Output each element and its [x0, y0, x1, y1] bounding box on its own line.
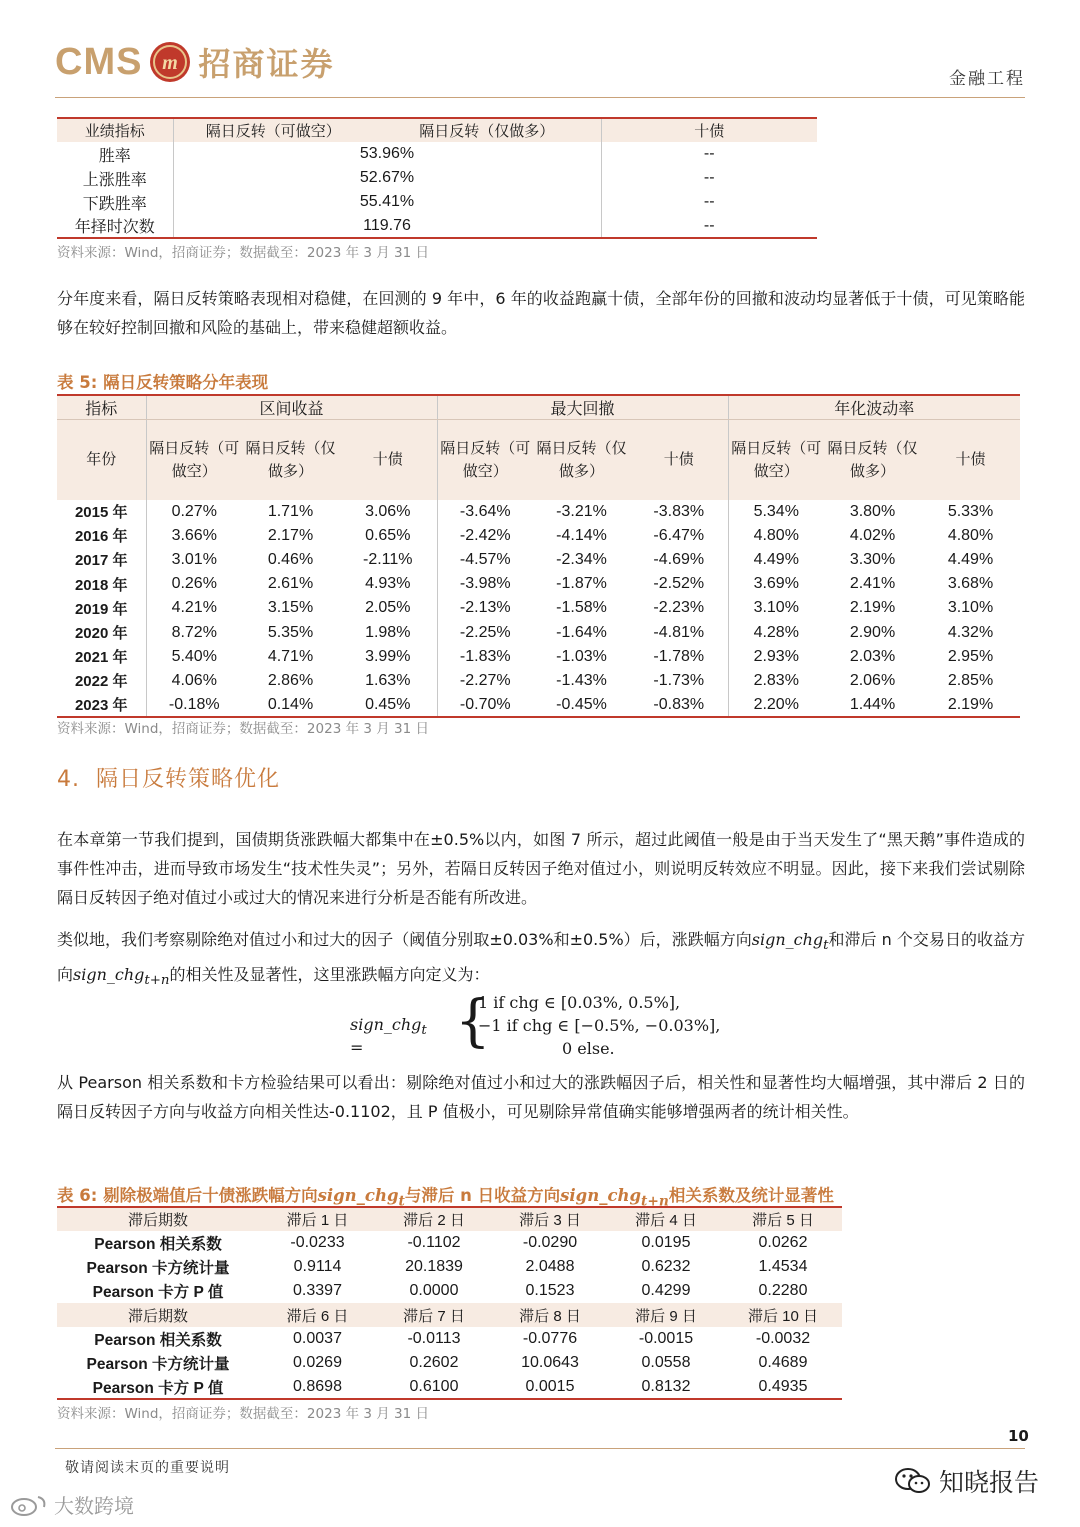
- formula-lhs: sign_chg$_t$ =: [350, 1015, 427, 1058]
- table-cell: 0.26%: [146, 572, 242, 596]
- watermark-right-text: 知晓报告: [939, 1468, 1040, 1497]
- table-cell: 1.63%: [365, 671, 411, 689]
- table-cell: -1.78%: [653, 647, 705, 665]
- table-header-cell: 十债: [955, 451, 986, 469]
- table-cell: 2.83%: [728, 669, 824, 693]
- table-cell: 2.19%: [921, 693, 1020, 717]
- table-header-row: [57, 1207, 842, 1231]
- table-cell: 0.0262: [758, 1234, 808, 1251]
- table-cell: -0.0233: [290, 1234, 345, 1251]
- table-row: [57, 214, 817, 238]
- table-cell: 0.65%: [365, 526, 411, 544]
- table-row: [57, 500, 1020, 524]
- table-cell: 55.41%: [173, 190, 601, 214]
- table-cell: 2.86%: [267, 671, 314, 689]
- table-cell: 5.40%: [146, 645, 242, 669]
- row-label: 胜率: [98, 147, 131, 165]
- cms-logo: [55, 38, 334, 86]
- table-cell: -2.52%: [653, 575, 705, 593]
- table-cell: 3.10%: [947, 599, 994, 617]
- table-cell: 4.06%: [146, 669, 242, 693]
- table-cell: -0.70%: [437, 693, 533, 717]
- section-heading: 隔日反转策略优化: [96, 767, 281, 792]
- logo-chinese: 招商证券: [198, 45, 335, 83]
- weibo-icon: [10, 1493, 50, 1517]
- table-cell: 4.80%: [947, 526, 994, 544]
- table-cell: 0.14%: [242, 693, 339, 717]
- page-number: 10: [1008, 1427, 1029, 1445]
- annual-performance-table: [57, 394, 1020, 718]
- table-header-row: [57, 118, 817, 142]
- table-cell: -0.0776: [522, 1330, 578, 1347]
- section-title: [57, 762, 280, 793]
- footer-divider: [55, 1448, 1025, 1449]
- table-cell: -3.21%: [556, 502, 607, 520]
- table-cell: -1.03%: [556, 647, 607, 665]
- row-label: 上涨胜率: [82, 171, 147, 189]
- table-cell: 0.0195: [641, 1234, 691, 1251]
- table-cell: 5.33%: [947, 502, 994, 520]
- table-cell: 0.3397: [293, 1282, 342, 1299]
- table-subheader-row: [57, 420, 1020, 500]
- table-header-cell: 滞后 8 日: [519, 1307, 581, 1325]
- svg-text:m: m: [162, 52, 179, 74]
- table-row: [57, 669, 1020, 693]
- table-cell: --: [601, 166, 817, 190]
- year-cell: 2020 年: [74, 625, 128, 643]
- correlation-table: [57, 1206, 842, 1400]
- paragraph-text: 和滞后 n 个交易日的收益方向: [57, 930, 1025, 985]
- table-cell: -2.13%: [437, 596, 533, 620]
- table-header-cell: 滞后 2 日: [376, 1207, 492, 1231]
- year-cell: 2023 年: [57, 693, 146, 717]
- table-header-cell: 滞后 3 日: [492, 1207, 608, 1231]
- table-cell: 0.6232: [641, 1258, 691, 1275]
- table-header-row: [57, 1303, 842, 1327]
- year-cell: 2015 年: [74, 504, 128, 522]
- table-header-cell: 隔日反转（仅做多）: [827, 439, 918, 480]
- formula-case-3: 0 else.: [562, 1039, 615, 1058]
- table-cell: 2.0488: [525, 1258, 575, 1275]
- table-cell: -3.83%: [653, 502, 705, 520]
- table-cell: 0.8698: [259, 1375, 376, 1399]
- table-row: [57, 548, 1020, 572]
- table-cell: 3.69%: [728, 572, 824, 596]
- table-cell: 0.4299: [641, 1282, 691, 1299]
- paragraph-threshold: 在本章第一节我们提到，国债期货涨跌幅大都集中在±0.5%以内，如图 7 所示，超过此阈值一般是由于当天发生了“黑天鹅”事件造成的事件性冲击，进而导致市场发生“技术性失灵”；另外，若隔日反转因子绝对值过小，则说明反转效应不明显。因此，接下来我们尝试剔除隔日反转因子绝对值过小或过大的情况来进行分析是否能有所改进。: [57, 830, 1025, 907]
- table-cell: -4.81%: [653, 623, 705, 641]
- table-cell: 2.06%: [849, 671, 896, 689]
- table-header-cell: 隔日反转（可做空）: [437, 420, 533, 500]
- row-label: 下跌胜率: [82, 195, 147, 213]
- table-cell: 0.45%: [339, 693, 437, 717]
- table-row: [57, 596, 1020, 620]
- paragraph-definition: [57, 925, 1025, 995]
- table-cell: 53.96%: [173, 142, 601, 166]
- table-header-cell: 滞后 9 日: [635, 1307, 697, 1325]
- table-header-cell: 滞后期数: [57, 1207, 259, 1231]
- table-cell: 4.28%: [728, 620, 824, 644]
- wechat-icon: [893, 1466, 933, 1496]
- table-cell: 0.8132: [608, 1375, 724, 1399]
- table-cell: 0.4935: [724, 1375, 842, 1399]
- table-row: [57, 142, 817, 166]
- table-row: [57, 1375, 842, 1399]
- table-cell: 3.66%: [146, 524, 242, 548]
- table-header-cell: 区间收益: [146, 395, 437, 420]
- table-header-cell: 指标: [57, 395, 146, 420]
- table-cell: 4.71%: [267, 647, 314, 665]
- table6-source: 资料来源：Wind，招商证券；数据截至：2023 年 3 月 31 日: [57, 1406, 430, 1422]
- table-cell: 0.4689: [758, 1354, 808, 1371]
- table-cell: 4.49%: [947, 550, 994, 568]
- table-header-cell: 年化波动率: [728, 395, 1020, 420]
- table-cell: 2.41%: [849, 575, 896, 593]
- performance-table: [57, 117, 817, 239]
- year-cell: 2016 年: [74, 528, 128, 546]
- table-row: [57, 190, 817, 214]
- row-label: Pearson 相关系数: [94, 1332, 222, 1349]
- formula-case-1: 1 if chg ∈ [0.03%, 0.5%],: [478, 993, 681, 1012]
- table-header-cell: 滞后 5 日: [724, 1207, 842, 1231]
- table-header-cell: 滞后 10 日: [747, 1307, 819, 1325]
- table-row: [57, 1279, 842, 1303]
- watermark-left-text: 大数跨境: [54, 1494, 134, 1518]
- table-cell: 2.95%: [947, 647, 994, 665]
- table-header-cell: 隔日反转（仅做多）: [245, 439, 336, 480]
- row-label: Pearson 卡方 P 值: [92, 1284, 224, 1301]
- table-cell: 3.68%: [947, 575, 994, 593]
- table-cell: -1.87%: [556, 575, 607, 593]
- section-label: 金融工程: [949, 69, 1025, 89]
- table-cell: 4.32%: [947, 623, 994, 641]
- table-cell: 1.4534: [758, 1258, 808, 1275]
- row-label: 年择时次数: [57, 214, 173, 238]
- table-cell: 2.90%: [849, 623, 896, 641]
- table-cell: 2.20%: [728, 693, 824, 717]
- table-cell: 3.80%: [849, 502, 896, 520]
- table-cell: 1.44%: [824, 693, 921, 717]
- table-header-cell: 隔日反转（仅做多）: [373, 118, 601, 142]
- table-cell: 2.19%: [849, 599, 896, 617]
- table-header-row: [57, 395, 1020, 420]
- table-cell: -1.83%: [437, 645, 533, 669]
- table-cell: 0.0000: [409, 1282, 459, 1299]
- paragraph-annual: 分年度来看，隔日反转策略表现相对稳健，在回测的 9 年中，6 年的收益跑赢十债，全部年份的回撤和波动均显著低于十债，可见策略能够在较好控制回撤和风险的基础上，带来稳健超额收益。: [57, 289, 1025, 337]
- table-cell: 4.02%: [849, 526, 896, 544]
- table-header-cell: 十债: [601, 118, 817, 142]
- table-cell: -2.42%: [437, 524, 533, 548]
- math-sign-chg-tn: sign_chg$_{t+n}$: [73, 965, 170, 989]
- table-header-cell: 滞后 4 日: [608, 1207, 724, 1231]
- year-cell: 2017 年: [74, 552, 128, 570]
- table-cell: 5.34%: [728, 500, 824, 524]
- year-cell: 2022 年: [74, 673, 128, 691]
- table-cell: 0.46%: [267, 550, 314, 568]
- table-cell: 0.9114: [293, 1258, 342, 1275]
- table-row: [57, 166, 817, 190]
- table6-caption: 表 6: 剔除极端值后十债涨跌幅方向sign_chg$_t$与滞后 n 日收益方向sign_chg$_{t+n}$相关系数及统计显著性: [57, 1186, 834, 1210]
- table-cell: 3.15%: [267, 599, 314, 617]
- table-row: [57, 620, 1020, 644]
- math-sign-chg-t: sign_chg$_t$: [751, 930, 829, 954]
- table-cell: -2.23%: [653, 599, 705, 617]
- table-header-cell: 滞后期数: [127, 1307, 188, 1325]
- table-cell: -0.18%: [146, 693, 242, 717]
- table-cell: 3.99%: [365, 647, 411, 665]
- table-cell: -4.57%: [437, 548, 533, 572]
- table-cell: -1.43%: [556, 671, 607, 689]
- table-header-cell: 最大回撤: [437, 395, 728, 420]
- watermark-left: [10, 1490, 134, 1519]
- table-cell: -4.14%: [556, 526, 607, 544]
- formula-case-2: −1 if chg ∈ [−0.5%, −0.03%],: [478, 1016, 721, 1035]
- table-cell: -2.34%: [556, 550, 607, 568]
- table4-source: 资料来源：Wind，招商证券；数据截至：2023 年 3 月 31 日: [57, 245, 430, 261]
- table-header-cell: 滞后 6 日: [286, 1307, 349, 1325]
- table-header-cell: 隔日反转（可做空）: [173, 118, 373, 142]
- row-label: Pearson 卡方统计量: [86, 1260, 230, 1277]
- table-cell: --: [601, 190, 817, 214]
- table-cell: 8.72%: [146, 620, 242, 644]
- table-cell: 10.0643: [521, 1354, 579, 1371]
- year-cell: 2018 年: [74, 576, 128, 594]
- table-cell: 0.0269: [293, 1354, 342, 1371]
- table-cell: -0.0290: [522, 1234, 578, 1251]
- table-row: [57, 693, 1020, 717]
- table-cell: -0.83%: [630, 693, 728, 717]
- table-cell: -2.25%: [437, 620, 533, 644]
- paragraph-text: 类似地，我们考察剔除绝对值过小和过大的因子（阈值分别取±0.03%和±0.5%）后，涨跌幅方向: [57, 930, 752, 949]
- section-number: 4.: [57, 767, 80, 792]
- table-cell: -0.0015: [638, 1330, 694, 1347]
- footer-notice: 敬请阅读末页的重要说明: [65, 1460, 230, 1476]
- table-cell: -2.11%: [362, 550, 413, 568]
- table-cell: 0.0037: [293, 1330, 342, 1347]
- row-label: Pearson 卡方 P 值: [57, 1375, 259, 1399]
- table-cell: 20.1839: [405, 1258, 463, 1275]
- table-cell: 3.01%: [146, 548, 242, 572]
- table-cell: 5.35%: [267, 623, 314, 641]
- table-cell: 2.61%: [267, 575, 314, 593]
- paragraph-pearson: 从 Pearson 相关系数和卡方检验结果可以看出：剔除绝对值过小和过大的涨跌幅因子后，相关性和显著性均大幅增强，其中滞后 2 日的隔日反转因子方向与收益方向相关性达-0.1102，且 P 值极小，可见剔除异常值确实能够增强两者的统计相关性。: [57, 1073, 1025, 1121]
- table-cell: 119.76: [173, 214, 601, 238]
- table-cell: --: [601, 214, 817, 238]
- table-row: [57, 645, 1020, 669]
- table5-source: 资料来源：Wind，招商证券；数据截至：2023 年 3 月 31 日: [57, 721, 430, 737]
- table-header-cell: 十债: [372, 451, 403, 469]
- table-row: [57, 1351, 842, 1375]
- table-cell: 1.71%: [267, 502, 314, 520]
- table-cell: 2.05%: [365, 599, 411, 617]
- table5-caption: 表 5: 隔日反转策略分年表现: [57, 373, 269, 392]
- table-cell: -1.64%: [556, 623, 607, 641]
- logo-badge-icon: [148, 40, 192, 84]
- table-cell: 3.10%: [728, 596, 824, 620]
- table-header-cell: 业绩指标: [57, 118, 173, 142]
- table-cell: 0.6100: [376, 1375, 492, 1399]
- table-cell: --: [601, 142, 817, 166]
- watermark-right: [893, 1463, 1039, 1499]
- table-cell: 2.03%: [849, 647, 896, 665]
- table-cell: -0.0032: [755, 1330, 811, 1347]
- page-header: [55, 38, 1025, 98]
- table-cell: 4.93%: [365, 575, 411, 593]
- table-cell: -4.69%: [653, 550, 705, 568]
- table-row: [57, 572, 1020, 596]
- table-cell: 2.93%: [728, 645, 824, 669]
- table-header-cell: 年份: [86, 451, 117, 469]
- table-cell: -0.45%: [533, 693, 630, 717]
- table-row: [57, 524, 1020, 548]
- table-header-cell: 滞后 1 日: [259, 1207, 376, 1231]
- table-row: [57, 1231, 842, 1255]
- table-header-cell: 隔日反转（可做空）: [146, 420, 242, 500]
- table-cell: -0.1102: [407, 1234, 461, 1251]
- formula-cases: [478, 993, 720, 1062]
- table-row: [57, 1327, 842, 1351]
- table-cell: 2.85%: [947, 671, 994, 689]
- year-cell: 2019 年: [74, 600, 128, 618]
- table-cell: -1.73%: [653, 671, 705, 689]
- table-header-cell: 隔日反转（可做空）: [728, 420, 824, 500]
- table-header-cell: 滞后 7 日: [403, 1307, 465, 1325]
- table-cell: 0.0015: [492, 1375, 608, 1399]
- table-cell: 0.27%: [146, 500, 242, 524]
- table-cell: 4.21%: [146, 596, 242, 620]
- table-cell: 0.0558: [641, 1354, 691, 1371]
- table-cell: 3.06%: [365, 502, 411, 520]
- table-cell: 0.2602: [409, 1354, 459, 1371]
- table-header-cell: 隔日反转（仅做多）: [536, 439, 627, 480]
- row-label: Pearson 相关系数: [94, 1236, 222, 1253]
- table-cell: 0.2280: [758, 1282, 808, 1299]
- table-cell: 0.1523: [525, 1282, 575, 1299]
- logo-latin: CMS: [55, 40, 143, 83]
- table-cell: 2.17%: [267, 526, 314, 544]
- table-cell: 4.49%: [728, 548, 824, 572]
- table-cell: 4.80%: [728, 524, 824, 548]
- row-label: Pearson 卡方统计量: [86, 1356, 230, 1373]
- table-cell: -0.0113: [407, 1330, 461, 1347]
- table-cell: 3.30%: [849, 550, 896, 568]
- year-cell: 2021 年: [74, 649, 128, 667]
- table-cell: -1.58%: [556, 599, 607, 617]
- table-cell: -3.98%: [437, 572, 533, 596]
- table-header-cell: 十债: [663, 451, 694, 469]
- table-row: [57, 1255, 842, 1279]
- table-cell: 52.67%: [173, 166, 601, 190]
- table-cell: 1.98%: [365, 623, 411, 641]
- table-cell: -2.27%: [437, 669, 533, 693]
- table-cell: -6.47%: [653, 526, 705, 544]
- paragraph-text: 的相关性及显著性，这里涨跌幅方向定义为：: [169, 965, 490, 985]
- formula-brace: {: [455, 989, 491, 1054]
- table-cell: -3.64%: [437, 500, 533, 524]
